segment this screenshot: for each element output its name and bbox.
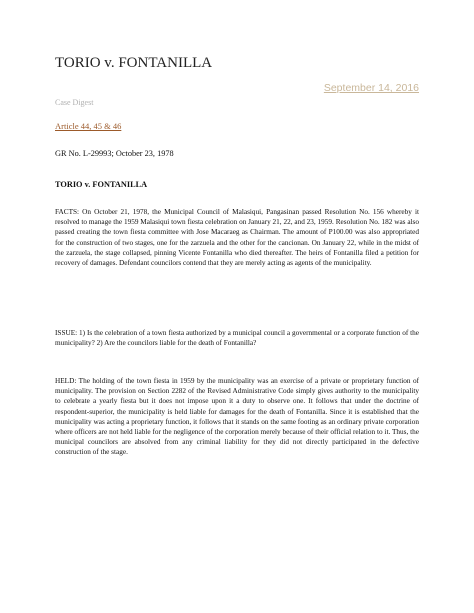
issue-paragraph: ISSUE: 1) Is the celebration of a town fiesta authorized by a municipal council a governmental or a corporate function of the municipality? 2) Are the councilors liable for the death of Fontanilla?	[55, 329, 419, 348]
case-subtitle: TORIO v. FONTANILLA	[55, 180, 148, 189]
facts-paragraph: FACTS: On October 21, 1978, the Municipal Council of Malasiqui, Pangasinan passed Resolution No. 156 whereby it resolved to manage the 1959 Malasiqui town fiesta celebration on January 21, 22, and 23, 1959. Resolution No. 182 was also passed creating the town fiesta committee with Jose Macaraeg as Chairman. The amount of P100.00 was also appropriated for the construction of two stages, one for the zarzuela and the other for the cancionan. On January 22, while in the midst of the zarzuela, the stage collapsed, pinning Vicente Fontanilla who died thereafter. The heirs of Fontanilla filed a petition for recovery of damages. Defendant councilors contend that they are merely acting as agents of the municipality.	[55, 208, 419, 268]
held-paragraph: HELD: The holding of the town fiesta in 1959 by the municipality was an exercise of a private or proprietary function of municipality. The provision on Section 2282 of the Revised Administrative Code simply gives authority to the municipality to celebrate a yearly fiesta but it does not impose upon it a duty to observe one. It follows that under the doctrine of respondent-superior, the municipality is held liable for damages for the death of Fontanilla. Since it is established that the municipality was acting a proprietary function, it follows that it stands on the same footing as an ordinary private corporation where officers are not held liable for the negligence of the corporation merely because of their official relation to it. Thus, the municipal councilors are absolved from any criminal liability for they did not directly participated in the defective construction of the stage.	[55, 377, 419, 457]
page-title: TORIO v. FONTANILLA	[55, 55, 213, 71]
gr-number: GR No. L-29993; October 23, 1978	[55, 149, 174, 158]
post-date-link[interactable]: September 14, 2016	[323, 82, 419, 94]
category-label: Case Digest	[55, 98, 94, 107]
article-link[interactable]: Article 44, 45 & 46	[55, 121, 122, 131]
